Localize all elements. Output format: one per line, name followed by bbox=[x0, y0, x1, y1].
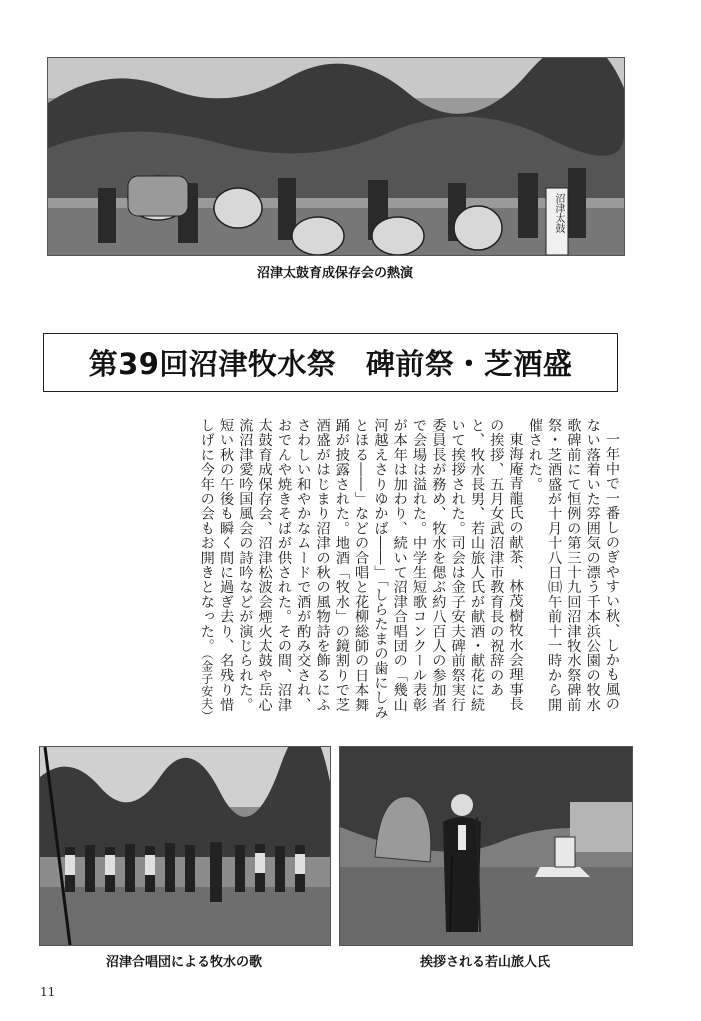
article-paragraph-2 bbox=[196, 418, 524, 723]
caption-taiko-photo: 沼津太鼓育成保存会の熱演 bbox=[256, 266, 413, 281]
photo-choir bbox=[39, 746, 331, 946]
caption-speaker-photo: 挨拶される若山旅人氏 bbox=[419, 955, 550, 970]
caption-choir-photo: 沼津合唱団による牧水の歌 bbox=[105, 955, 262, 970]
choir-photo-image bbox=[40, 747, 330, 945]
article-paragraph-1: 一年中で一番しのぎやすい秋、しかも風のない落着いた雰囲気の漂う千本浜公園の牧水歌碑前にて恒例の第三十九回沼津牧水祭碑前祭・芝酒盛が十月十八日㈰午前十一時から開催された。 bbox=[526, 418, 620, 712]
article-paragraph-2-text: 東海庵青龍氏の献茶、林茂樹牧水会理事長の挨拶、五月女武沼津市教育長の祝辞のあと、牧水長男、若山旅人氏が献酒・献花に続いて挨拶された。司会は金子安夫碑前祭実行委員長が務め、牧水を偲ぶ約八百人の参加者で会場は溢れた。中学生短歌コンクール表彰が本年は加わり、続いて沼津合唱団の「幾山河越えさりゆかば――」「しらたまの歯にしみとほる――」などの合唱と花柳総師の日本舞踊が披露された。地酒「牧水」の鏡割りで芝酒盛がはじまり沼津の秋の風物詩を飾るにふさわしい和やかなムードで酒が酌み交され、おでんや焼きそばが供された。その間、沼津太鼓育成保存会、沼津松波会煙火太鼓や岳心流沼津愛吟国風会の詩吟などが演じられた。短い秋の午後も瞬く間に過ぎ去り、名残り惜しげに今年の会もお開きとなった。 bbox=[198, 418, 524, 720]
photo-taiko-performance bbox=[47, 57, 625, 256]
article-title: 第39回沼津牧水祭 碑前祭・芝酒盛 bbox=[43, 333, 618, 392]
page-number: 11 bbox=[40, 985, 56, 999]
article-body bbox=[43, 418, 621, 723]
taiko-sign-text: 沼津太鼓 bbox=[553, 193, 564, 233]
article-signature: （金子安夫） bbox=[199, 653, 214, 723]
speaker-photo-image bbox=[340, 747, 632, 945]
taiko-photo-image bbox=[48, 58, 624, 255]
photo-speaker bbox=[339, 746, 633, 946]
